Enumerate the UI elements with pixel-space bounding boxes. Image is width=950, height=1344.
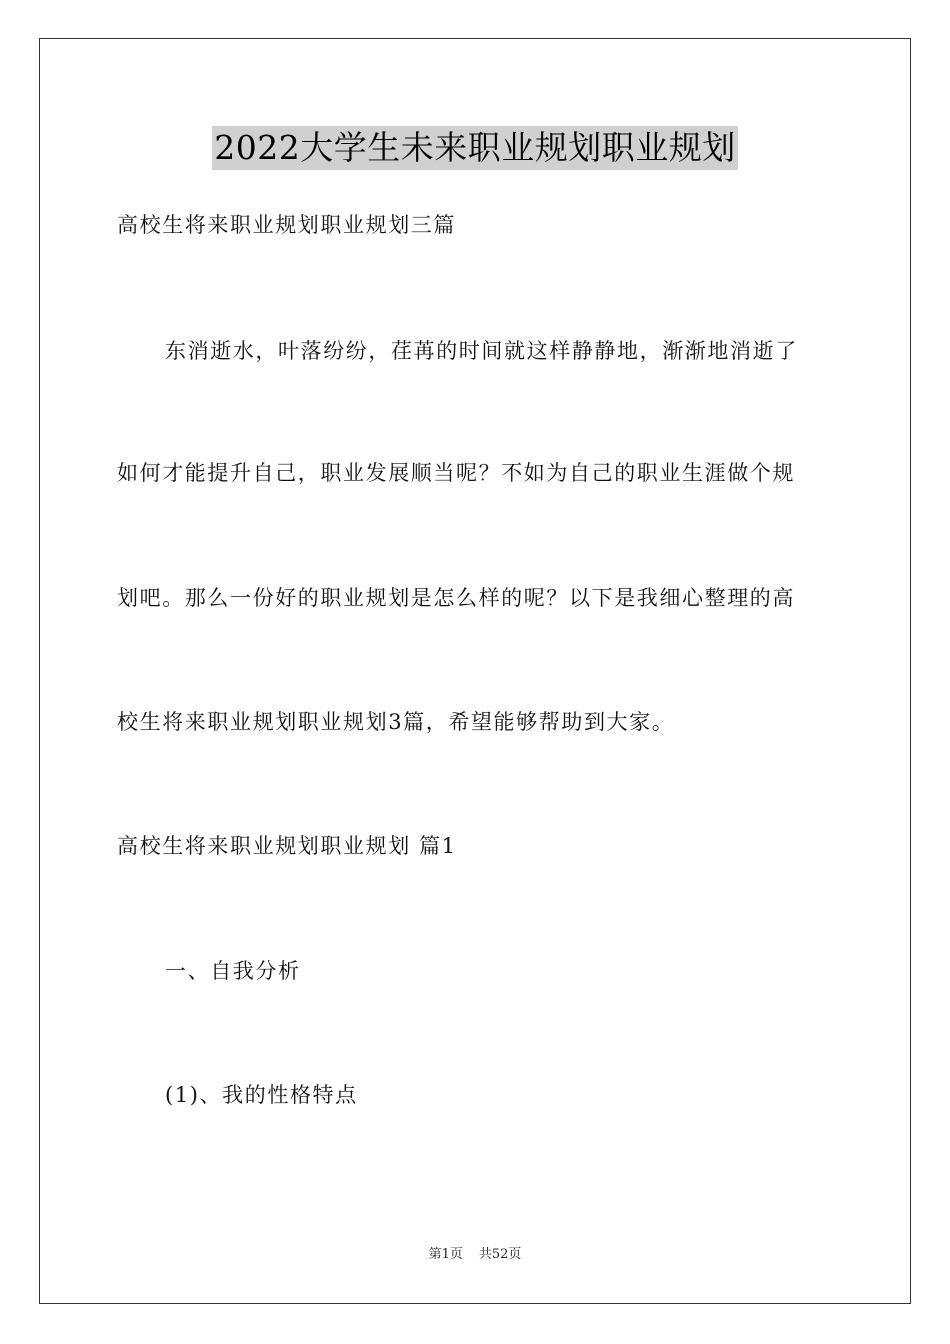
sub-heading: (1)、我的性格特点	[165, 1083, 358, 1107]
intro-line-1: 东消逝水，叶落纷纷，荏苒的时间就这样静静地，渐渐地消逝了	[165, 339, 798, 363]
page-footer	[0, 1246, 950, 1264]
section-heading: 高校生将来职业规划职业规划 篇1	[117, 834, 457, 858]
page-number: 第1页	[428, 1247, 463, 1262]
intro-line-2: 如何才能提升自己，职业发展顺当呢？不如为自己的职业生涯做个规	[117, 461, 795, 485]
document-subtitle: 高校生将来职业规划职业规划三篇	[117, 213, 456, 237]
page-total: 共52页	[478, 1247, 522, 1262]
document-title: 2022大学生未来职业规划职业规划	[212, 126, 737, 170]
intro-line-3: 划吧。那么一份好的职业规划是怎么样的呢？以下是我细心整理的高	[117, 586, 795, 610]
intro-line-4: 校生将来职业规划职业规划3篇，希望能够帮助到大家。	[117, 710, 675, 734]
title-container	[0, 126, 950, 170]
part-heading: 一、自我分析	[165, 959, 301, 983]
